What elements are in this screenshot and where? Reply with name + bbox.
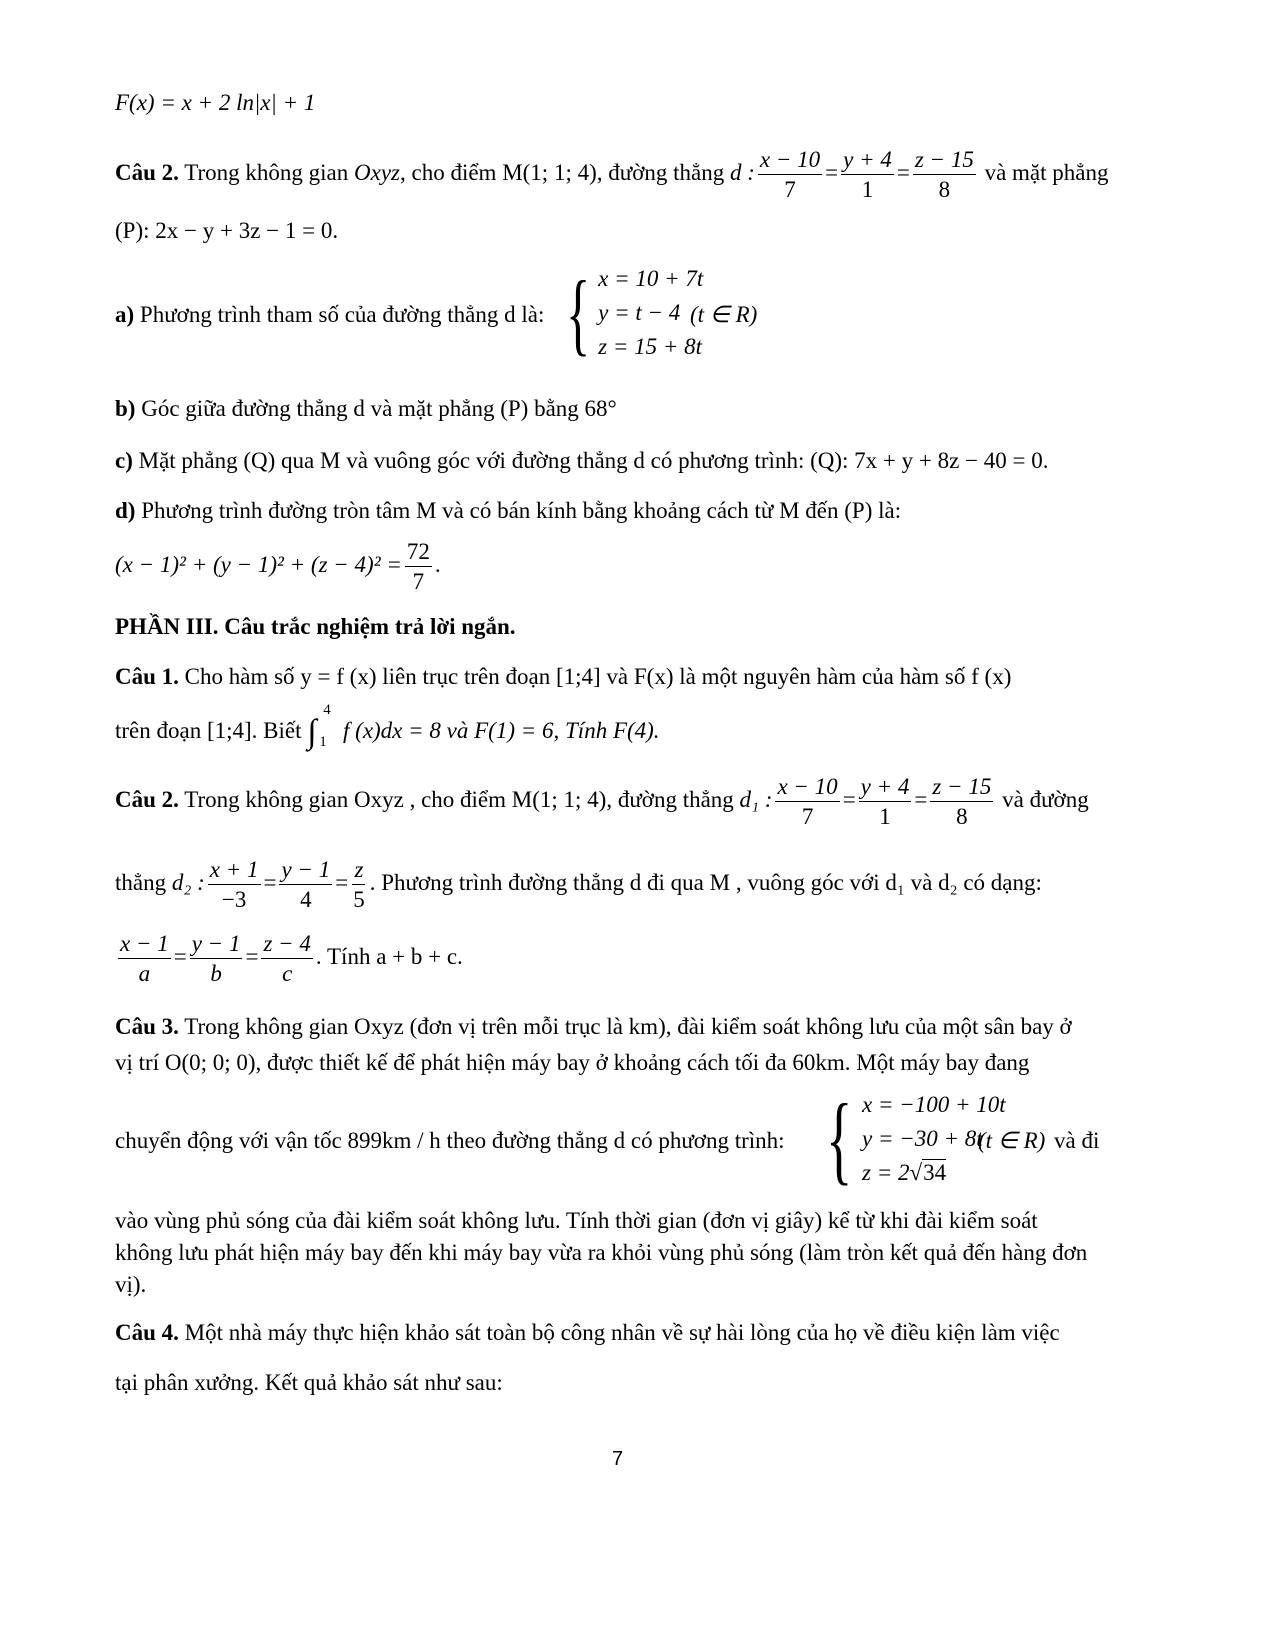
s2-thang: thẳng <box>115 869 167 895</box>
s2-fraction-x: $\frac{x - 10}{7}$ <box>777 774 838 829</box>
q2-intro-a: Trong không gian <box>184 159 349 185</box>
s4-label: Câu 4. <box>115 1320 179 1345</box>
s2-line2: thẳng d₂ : $\frac{x + 1}{-3}$ = $\frac{y - 1}{4}$ = $\frac{z}{5}$ . Phương trình đường thẳng d đi qua M , vuông góc với d₁ và d₂ có dạng: <box>115 857 1042 912</box>
brace-symbol: { <box>826 1083 853 1194</box>
s3-line3a: chuyển động với vận tốc 899km / h theo đường thẳng d có phương trình: <box>115 1128 785 1153</box>
q2-statement-line1: Câu 2. Trong không gian Oxyz, cho điểm M(1; 1; 4), đường thẳng d : $\frac{x - 10}{7}$ = $\frac{y + 4}{1}$ = $\frac{z - 15}{8}$ và mặt phẳng <box>115 147 1109 202</box>
q2-c-text: Mặt phẳng (Q) qua M và vuông góc với đường thẳng d có phương trình: (Q): 7x + y + 8z − 40 = 0. <box>138 448 1049 473</box>
s3-label: Câu 3. <box>115 1014 179 1039</box>
q2-plane-equation: (P): 2x − y + 3z − 1 = 0. <box>115 218 339 243</box>
page-number: 7 <box>612 1448 624 1470</box>
s3-condition: (t ∈ R) <box>978 1128 1046 1153</box>
s1-line2b: f (x)dx = 8 và F(1) = 6, Tính F(4). <box>343 718 660 743</box>
q2-fraction-z: $\frac{z - 15}{8}$ <box>914 147 974 202</box>
q2-intro-b: , cho điểm <box>399 159 497 185</box>
s4-line2: tại phân xưởng. Kết quả khảo sát như sau: <box>115 1370 503 1395</box>
s1-line1 <box>115 662 1011 692</box>
q2-item-c <box>115 446 1049 476</box>
q2-item-b <box>115 394 617 424</box>
s1-label: Câu 1. <box>115 664 179 689</box>
q2-intro-c: , đường thẳng <box>596 159 725 185</box>
s2-fraction-cz: $\frac{z - 4}{c}$ <box>263 931 311 986</box>
q2-a-text: Phương trình tham số của đường thẳng d là: <box>139 302 545 327</box>
s3-line2: vị trí O(0; 0; 0), được thiết kế để phát hiện máy bay ở khoảng cách tối đa 60km. Một máy bay đang <box>115 1050 1030 1075</box>
s2-line1: Câu 2. Trong không gian Oxyz , cho điểm M(1; 1; 4), đường thẳng d₁ : $\frac{x - 10}{7}$ = $\frac{y + 4}{1}$ = $\frac{z - 15}{8}$ và đường <box>115 774 1089 829</box>
s2-d1: d₁ : <box>739 786 773 812</box>
q2-parametric-system <box>566 262 703 364</box>
s2-fraction-d2z: $\frac{z}{5}$ <box>353 857 365 912</box>
s2-and-line: và đường <box>1002 786 1089 812</box>
s2-fraction-ax: $\frac{x - 1}{a}$ <box>120 931 169 986</box>
q2-d-label: d) <box>115 498 136 523</box>
s1-line2 <box>115 702 660 751</box>
q2-a-condition: (t ∈ R) <box>690 302 758 327</box>
s2-label: Câu 2. <box>115 786 179 812</box>
s2-line3: $\frac{x - 1}{a}$ = $\frac{y - 1}{b}$ = $\frac{z - 4}{c}$ . Tính a + b + c. <box>120 931 463 986</box>
q2-sphere-fraction: $\frac{72}{7}$ <box>406 539 430 594</box>
q2-fraction-x: $\frac{x - 10}{7}$ <box>759 147 821 202</box>
s2-intro: Trong không gian Oxyz , cho điểm M(1; 1; 4), đường thẳng <box>184 786 734 812</box>
s3-line3b: và đi <box>1054 1128 1100 1153</box>
s2-fraction-z: $\frac{z - 15}{8}$ <box>932 774 992 829</box>
s3-line6: vị). <box>115 1272 147 1297</box>
s3-line1-text: Trong không gian Oxyz (đơn vị trên mỗi trục là km), đài kiểm soát không lưu của một sân bay ở <box>184 1014 1072 1039</box>
s4-line1-text: Một nhà máy thực hiện khảo sát toàn bộ công nhân về sự hài lòng của họ về điều kiện làm việc <box>184 1320 1060 1345</box>
q2-item-d <box>115 496 901 526</box>
s2-d2: d₂ : <box>171 869 205 895</box>
s4-line1 <box>115 1318 1060 1348</box>
q2-and-plane: và mặt phẳng <box>984 159 1109 185</box>
s3-line5: không lưu phát hiện máy bay đến khi máy bay vừa ra khỏi vùng phủ sóng (làm tròn kết quả đến hàng đơn <box>115 1240 1088 1265</box>
q2-sys-y: y = t − 4 <box>598 300 681 325</box>
q2-d-text: Phương trình đường tròn tâm M và có bán kính bằng khoảng cách từ M đến (P) là: <box>141 498 902 523</box>
s2-fraction-d2y: $\frac{y - 1}{4}$ <box>281 857 331 912</box>
s3-sys-y: y = −30 + 8t <box>862 1126 983 1151</box>
s3-sys-x: x = −100 + 10t <box>862 1092 1006 1117</box>
s2-fraction-y: $\frac{y + 4}{1}$ <box>860 774 910 829</box>
s2-fraction-d2x: $\frac{x + 1}{-3}$ <box>209 857 259 912</box>
q2-sys-z: z = 15 + 8t <box>598 334 703 359</box>
q2-sphere-end: . <box>434 551 441 577</box>
q2-b-label: b) <box>115 396 136 421</box>
q2-space: Oxyz <box>354 159 400 185</box>
brace-symbol: { <box>566 262 591 364</box>
q2-point: M(1; 1; 4) <box>502 159 597 185</box>
s3-line4: vào vùng phủ sóng của đài kiểm soát không lưu. Tính thời gian (đơn vị giây) kể từ khi đài kiểm soát <box>115 1208 1038 1233</box>
integral-symbol: ∫ 4 1 <box>307 702 331 751</box>
s2-ask: . Tính a + b + c. <box>315 943 463 969</box>
q2-b-text: Góc giữa đường thẳng d và mặt phẳng (P) bằng 68° <box>141 396 617 421</box>
q2-line-name: d : <box>729 159 755 185</box>
s2-rest: . Phương trình đường thẳng d đi qua M , vuông góc với d₁ và d₂ có dạng: <box>369 869 1042 895</box>
q2-sys-x: x = 10 + 7t <box>598 266 704 291</box>
q2-sphere-equation <box>115 540 441 593</box>
part3-title: PHẦN III. Câu trắc nghiệm trả lời ngắn. <box>115 614 516 639</box>
q2-sphere-left: (x − 1)² + (y − 1)² + (z − 4)² = <box>115 551 402 577</box>
s3-line1 <box>115 1012 1072 1042</box>
s2-fraction-by: $\frac{y - 1}{b}$ <box>191 931 241 986</box>
q2-item-a <box>115 300 544 330</box>
s1-line1-text: Cho hàm số y = f (x) liên trục trên đoạn [1;4] và F(x) là một nguyên hàm của hàm số f (x) <box>184 664 1012 689</box>
prev-answer-line: F(x) = x + 2 ln|x| + 1 <box>115 90 316 115</box>
q2-a-label: a) <box>115 302 135 327</box>
s1-line2a: trên đoạn [1;4]. Biết <box>115 718 302 743</box>
q2-c-label: c) <box>115 448 133 473</box>
s3-sys-z: z = 2√34 <box>862 1160 947 1185</box>
q2-fraction-y: $\frac{y + 4}{1}$ <box>843 147 892 202</box>
q2-label: Câu 2. <box>115 159 179 185</box>
